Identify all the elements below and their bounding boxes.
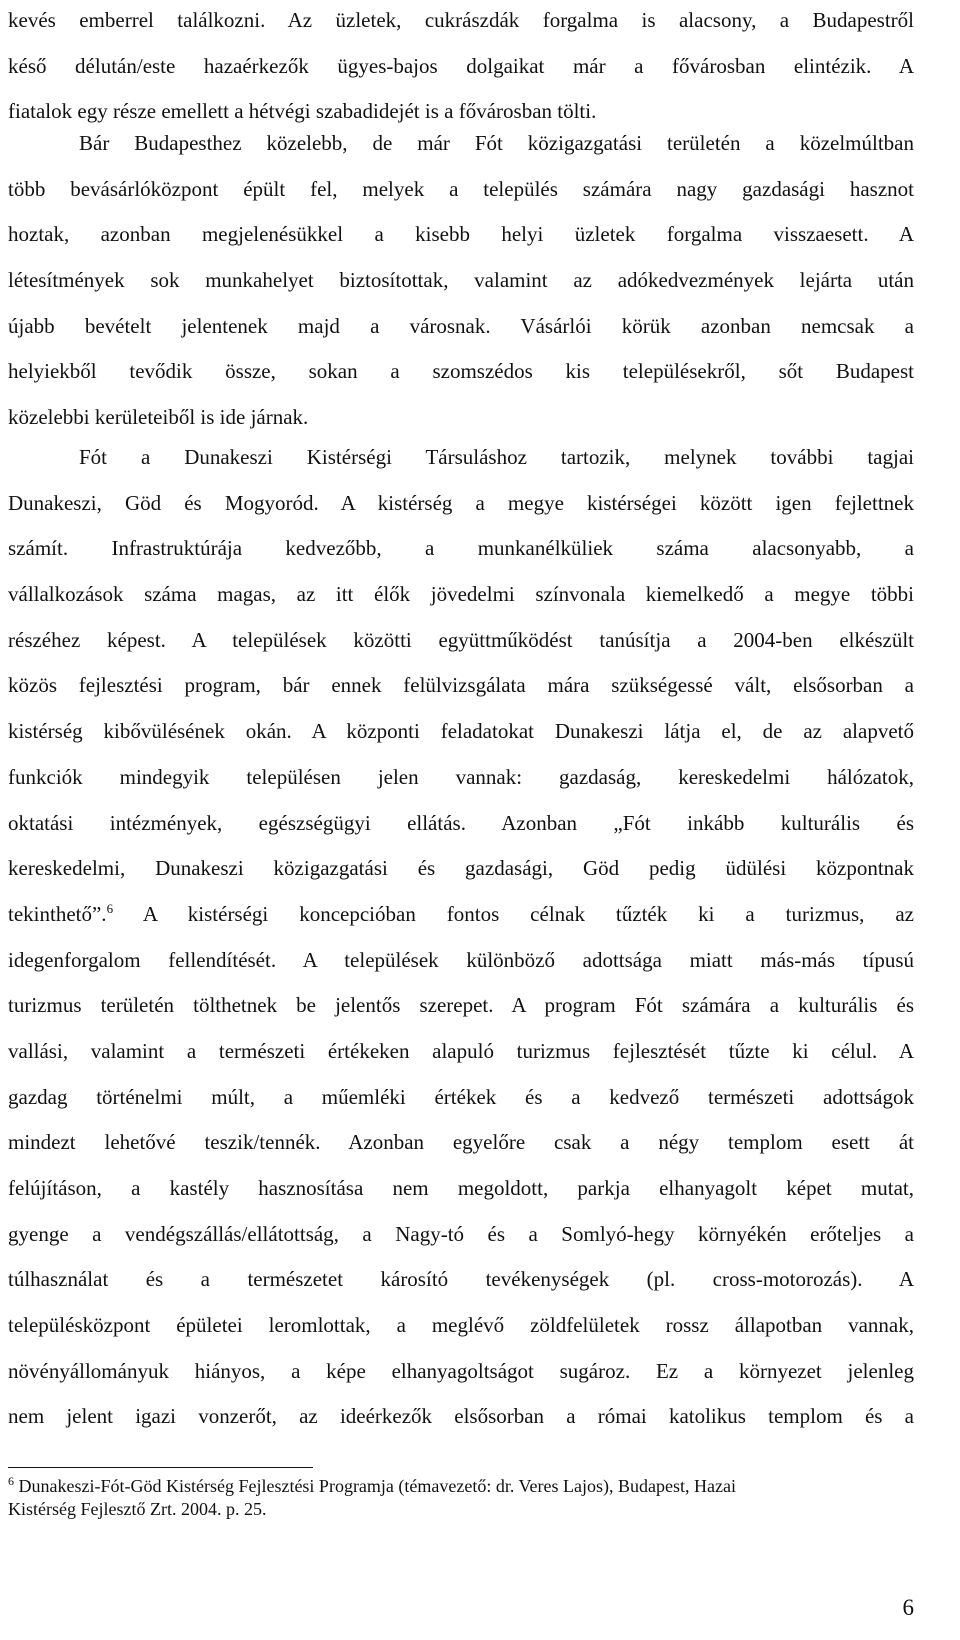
text-line: gazdag történelmi múlt, a műemléki értékek és a kedvező természeti adottságok xyxy=(8,1084,914,1109)
text-line: Dunakeszi, Göd és Mogyoród. A kistérség a megye kistérségei között igen fejlettnek xyxy=(8,490,914,515)
footnote-text: Kistérség Fejlesztő Zrt. 2004. p. 25. xyxy=(8,1499,267,1519)
text-line: késő délután/este hazaérkezők ügyes-bajos dolgaikat már a fővárosban elintézik. A xyxy=(8,53,914,78)
text-line: számít. Infrastruktúrája kedvezőbb, a munkanélküliek száma alacsonyabb, a xyxy=(8,536,914,561)
footnote-separator xyxy=(8,1467,313,1468)
page-number: 6 xyxy=(902,1595,914,1620)
text-line: kereskedelmi, Dunakeszi közigazgatási és gazdasági, Göd pedig üdülési központnak xyxy=(8,856,914,881)
text-line: kistérség kibővülésének okán. A központi feladatokat Dunakeszi látja el, de az alapvető xyxy=(8,719,914,744)
text-line: hoztak, azonban megjelenésükkel a kisebb helyi üzletek forgalma visszaesett. A xyxy=(8,222,914,247)
text-line-with-footnote-ref xyxy=(8,892,914,938)
footnote xyxy=(8,1475,914,1521)
text-line: közös fejlesztési program, bár ennek felülvizsgálata mára szükségessé vált, elsősorban a xyxy=(8,673,914,698)
text-line: túlhasználat és a természetet károsító tevékenységek (pl. cross-motorozás). A xyxy=(8,1267,914,1292)
text-line: turizmus területén tölthetnek be jelentős szerepet. A program Fót számára a kulturális és xyxy=(8,993,914,1018)
footnote-reference: 6 xyxy=(106,900,114,916)
text-line: oktatási intézmények, egészségügyi ellátás. Azonban „Fót inkább kulturális és xyxy=(8,810,914,835)
text-line: felújításon, a kastély hasznosítása nem megoldott, parkja elhanyagolt képet mutat, xyxy=(8,1176,914,1200)
paragraph-2 xyxy=(8,121,914,441)
text-line: létesítmények sok munkahelyet biztosítottak, valamint az adókedvezmények lejárta után xyxy=(8,268,914,293)
text-line: növényállományuk hiányos, a képe elhanyagoltságot sugároz. Ez a környezet jelenleg xyxy=(8,1358,914,1383)
text-line: mindezt lehetővé teszik/tennék. Azonban egyelőre csak a négy templom esett át xyxy=(8,1130,914,1155)
text-line: Bár Budapesthez közelebb, de már Fót közigazgatási területén a közelmúltban xyxy=(79,131,914,155)
text-line: funkciók mindegyik településen jelen vannak: gazdaság, kereskedelmi hálózatok, xyxy=(8,764,914,789)
text-line: közelebbi kerületeiből is ide járnak. xyxy=(8,405,309,430)
text-line: újabb bevételt jelentenek majd a városnak. Vásárlói körük azonban nemcsak a xyxy=(8,313,914,338)
text-line: gyenge a vendégszállás/ellátottság, a Nagy-tó és a Somlyó-hegy környékén erőteljes a xyxy=(8,1221,914,1246)
text-line: vállalkozások száma magas, az itt élők jövedelmi színvonala kiemelkedő a megye többi xyxy=(8,582,914,607)
text-segment: A kistérségi koncepcióban fontos célnak tűzték ki a turizmus, az xyxy=(113,901,914,926)
footnote-line xyxy=(8,1475,914,1498)
text-line: részéhez képest. A települések közötti együttműködést tanúsítja a 2004-ben elkészült xyxy=(8,627,914,652)
footnote-marker: 6 xyxy=(8,1474,14,1488)
text-line: településközpont épületei leromlottak, a meglévő zöldfelületek rossz állapotban vannak, xyxy=(8,1313,914,1338)
text-line: kevés emberrel találkozni. Az üzletek, cukrászdák forgalma is alacsony, a Budapestről xyxy=(8,8,914,32)
text-segment: tekinthető”. xyxy=(8,901,107,926)
text-line: Fót a Dunakeszi Kistérségi Társuláshoz tartozik, melynek további tagjai xyxy=(79,445,914,469)
text-line: fiatalok egy része emellett a hétvégi szabadidejét is a fővárosban tölti. xyxy=(8,99,597,124)
paragraph-3 xyxy=(8,435,914,1440)
text-line: nem jelent igazi vonzerőt, az ideérkezők elsősorban a római katolikus templom és a xyxy=(8,1404,914,1429)
text-line: helyiekből tevődik össze, sokan a szomszédos kis településekről, sőt Budapest xyxy=(8,359,914,384)
footnote-text: Dunakeszi-Fót-Göd Kistérség Fejlesztési Programja (témavezető: dr. Veres Lajos), Budapest, Hazai xyxy=(14,1476,736,1496)
text-line: vallási, valamint a természeti értékeken alapuló turizmus fejlesztését tűzte ki célul. A xyxy=(8,1038,914,1063)
text-line: több bevásárlóközpont épült fel, melyek a település számára nagy gazdasági hasznot xyxy=(8,176,914,201)
paragraph-1 xyxy=(8,0,914,135)
text-line: idegenforgalom fellendítését. A települések különböző adottsága miatt más-más típusú xyxy=(8,947,914,972)
